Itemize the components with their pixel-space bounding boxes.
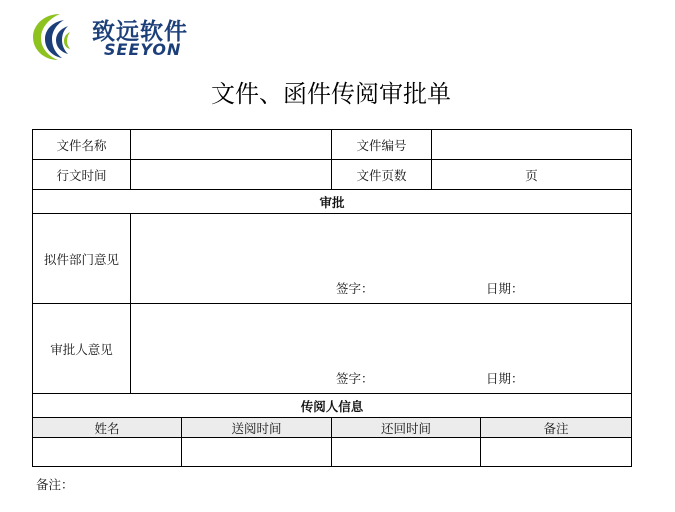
dept-opinion-label: 拟件部门意见 (33, 214, 131, 304)
reader-name-cell[interactable] (33, 438, 182, 467)
seeyon-swirl-icon (30, 10, 90, 62)
dept-date-label: 日期： (486, 281, 524, 296)
page-title: 文件、函件传阅审批单 (211, 80, 451, 108)
dept-sign-label: 签字： (336, 281, 374, 296)
page-count-field[interactable]: 页 (432, 160, 632, 190)
approver-opinion-field[interactable] (131, 304, 632, 394)
file-number-field[interactable] (432, 130, 632, 160)
reader-remark-cell[interactable] (481, 438, 632, 467)
issue-time-field[interactable] (131, 160, 332, 190)
note-label: 备注： (36, 477, 74, 492)
col-header-send-time: 送阅时间 (182, 418, 332, 438)
approval-section-header: 审批 (33, 190, 632, 214)
reader-section-header: 传阅人信息 (33, 394, 632, 418)
company-logo (30, 10, 210, 62)
col-header-return-time: 还回时间 (332, 418, 481, 438)
file-name-field[interactable] (131, 130, 332, 160)
reader-send-time-cell[interactable] (182, 438, 332, 467)
page-count-label: 文件页数 (332, 160, 432, 190)
file-number-label: 文件编号 (332, 130, 432, 160)
issue-time-label: 行文时间 (33, 160, 131, 190)
approver-sign-label: 签字： (336, 371, 374, 386)
approval-form-table (32, 129, 632, 467)
reader-return-time-cell[interactable] (332, 438, 481, 467)
col-header-name: 姓名 (33, 418, 182, 438)
logo-text-cn: 致远软件 (92, 19, 188, 45)
logo-text-en: SEEYON (104, 40, 182, 59)
col-header-remark: 备注 (481, 418, 632, 438)
dept-opinion-field[interactable] (131, 214, 632, 304)
approver-opinion-label: 审批人意见 (33, 304, 131, 394)
table-row (33, 438, 632, 467)
approver-date-label: 日期： (486, 371, 524, 386)
file-name-label: 文件名称 (33, 130, 131, 160)
